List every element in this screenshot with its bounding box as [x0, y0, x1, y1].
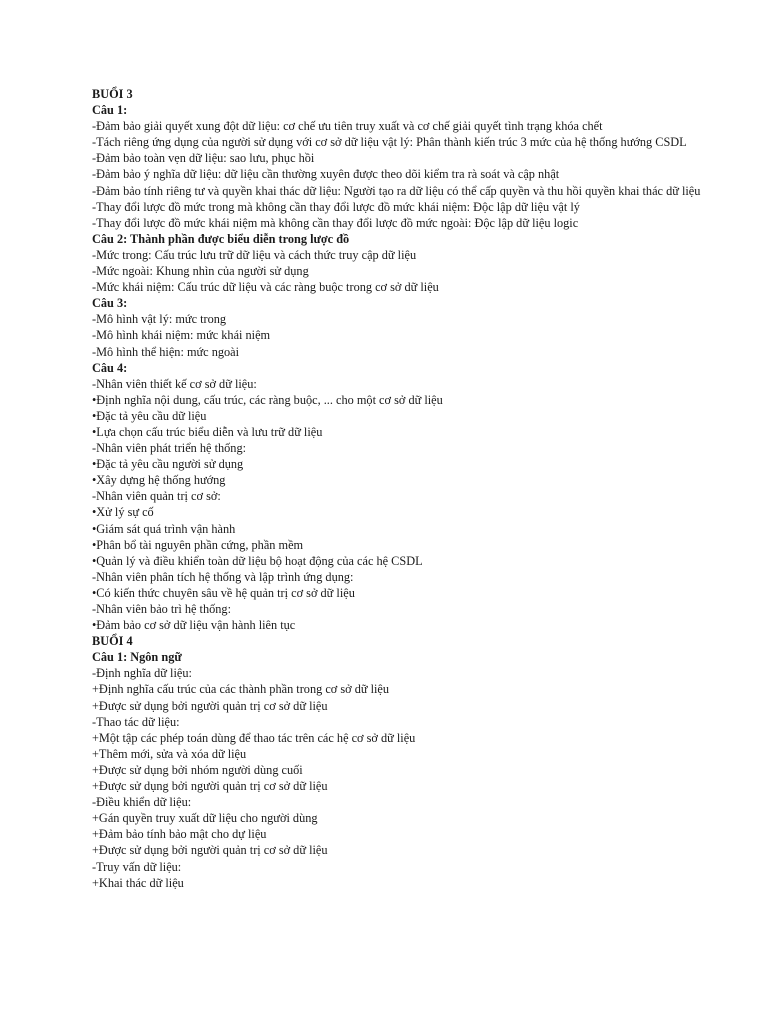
text-line: +Định nghĩa cấu trúc của các thành phần trong cơ sở dữ liệu: [92, 682, 390, 697]
text-line: -Mô hình thể hiện: mức ngoài: [92, 344, 240, 359]
text-line: •Có kiến thức chuyên sâu về hệ quản trị cơ sở dữ liệu: [92, 585, 355, 600]
text-line: -Nhân viên thiết kế cơ sở dữ liệu:: [92, 376, 257, 391]
text-line: •Đặc tả yêu cầu dữ liệu: [92, 408, 207, 423]
document-page: [92, 86, 712, 891]
text-line: +Thêm mới, sửa và xóa dữ liệu: [92, 746, 247, 761]
text-line: •Xây dựng hệ thống hướng: [92, 473, 226, 488]
text-line: •Đảm bảo cơ sở dữ liệu vận hành liên tục: [92, 618, 296, 633]
text-line: -Mức trong: Cấu trúc lưu trữ dữ liệu và cách thức truy cập dữ liệu: [92, 247, 417, 262]
text-line: -Nhân viên bảo trì hệ thống:: [92, 602, 231, 616]
text-line: •Định nghĩa nội dung, cấu trúc, các ràng buộc, ... cho một cơ sở dữ liệu: [92, 392, 443, 407]
text-line: -Đảm bảo giải quyết xung đột dữ liệu: cơ chế ưu tiên truy xuất và cơ chế giải quyết tình trạng khóa chết: [92, 119, 603, 134]
section-heading: Câu 1: Ngôn ngữ: [92, 650, 182, 665]
text-line: •Lựa chọn cấu trúc biểu diễn và lưu trữ dữ liệu: [92, 424, 323, 439]
text-line: -Nhân viên phân tích hệ thống và lập trình ứng dụng:: [92, 569, 354, 584]
section-heading: Câu 2: Thành phần được biểu diễn trong lược đồ: [92, 231, 350, 246]
text-line: -Mức khái niệm: Cấu trúc dữ liệu và các ràng buộc trong cơ sở dữ liệu: [92, 280, 439, 295]
text-line: +Khai thác dữ liệu: [92, 875, 184, 890]
text-line: -Mô hình khái niệm: mức khái niệm: [92, 328, 271, 343]
section-heading: BUỔI 3: [92, 87, 133, 101]
text-line: -Định nghĩa dữ liệu:: [92, 666, 192, 681]
text-line: -Điều khiển dữ liệu:: [92, 795, 192, 810]
text-line: •Quản lý và điều khiển toàn dữ liệu bộ hoạt động của các hệ CSDL: [92, 553, 423, 568]
text-line: +Được sử dụng bởi người quản trị cơ sở dữ liệu: [92, 843, 328, 858]
text-line: +Được sử dụng bởi người quản trị cơ sở dữ liệu: [92, 698, 328, 713]
text-line: +Được sử dụng bởi nhóm người dùng cuối: [92, 762, 303, 777]
text-line: •Giám sát quá trình vận hành: [92, 521, 236, 536]
section-heading: Câu 3:: [92, 296, 128, 311]
text-line: •Phân bổ tài nguyên phần cứng, phần mềm: [92, 537, 304, 552]
text-line: -Thao tác dữ liệu:: [92, 714, 180, 729]
text-line: -Mức ngoài: Khung nhìn của người sử dụng: [92, 264, 309, 279]
text-line: •Đặc tả yêu cầu người sử dụng: [92, 457, 244, 472]
section-heading: BUỔI 4: [92, 634, 133, 649]
text-line: -Nhân viên phát triển hệ thống:: [92, 441, 247, 456]
text-line: -Đảm bảo ý nghĩa dữ liệu: dữ liệu cần thường xuyên được theo dõi kiểm tra rà soát và cập nhật: [92, 167, 560, 182]
text-line: +Đảm bảo tính bảo mật cho dự liệu: [92, 827, 267, 842]
section-heading: Câu 1:: [92, 103, 128, 118]
text-line: -Truy vấn dữ liệu:: [92, 859, 182, 874]
text-line: -Thay đổi lược đồ mức khái niệm mà không cần thay đổi lược đồ mức ngoài: Độc lập dữ liệu logic: [92, 215, 579, 230]
text-line: -Đảm bảo toàn vẹn dữ liệu: sao lưu, phục hồi: [92, 151, 315, 166]
text-line: +Được sử dụng bởi người quản trị cơ sở dữ liệu: [92, 779, 328, 794]
text-line: -Tách riêng ứng dụng của người sử dụng với cơ sở dữ liệu vật lý: Phân thành kiến trúc 3 mức của hệ thống hướng CSDL: [92, 135, 687, 150]
text-line: +Một tập các phép toán dùng để thao tác trên các hệ cơ sở dữ liệu: [92, 730, 416, 745]
text-line: -Nhân viên quản trị cơ sở:: [92, 489, 221, 504]
text-line: •Xử lý sự cố: [92, 505, 154, 520]
text-line: -Mô hình vật lý: mức trong: [92, 312, 227, 327]
section-heading: Câu 4:: [92, 360, 128, 375]
text-line: -Đảm bảo tính riêng tư và quyền khai thác dữ liệu: Người tạo ra dữ liệu có thể cấp quyền và thu hồi quyền khai thác dữ liệu: [92, 183, 701, 198]
text-line: -Thay đổi lược đồ mức trong mà không cần thay đổi lược đồ mức khái niệm: Độc lập dữ liệu vật lý: [92, 199, 580, 214]
text-line: +Gán quyền truy xuất dữ liệu cho người dùng: [92, 811, 318, 826]
